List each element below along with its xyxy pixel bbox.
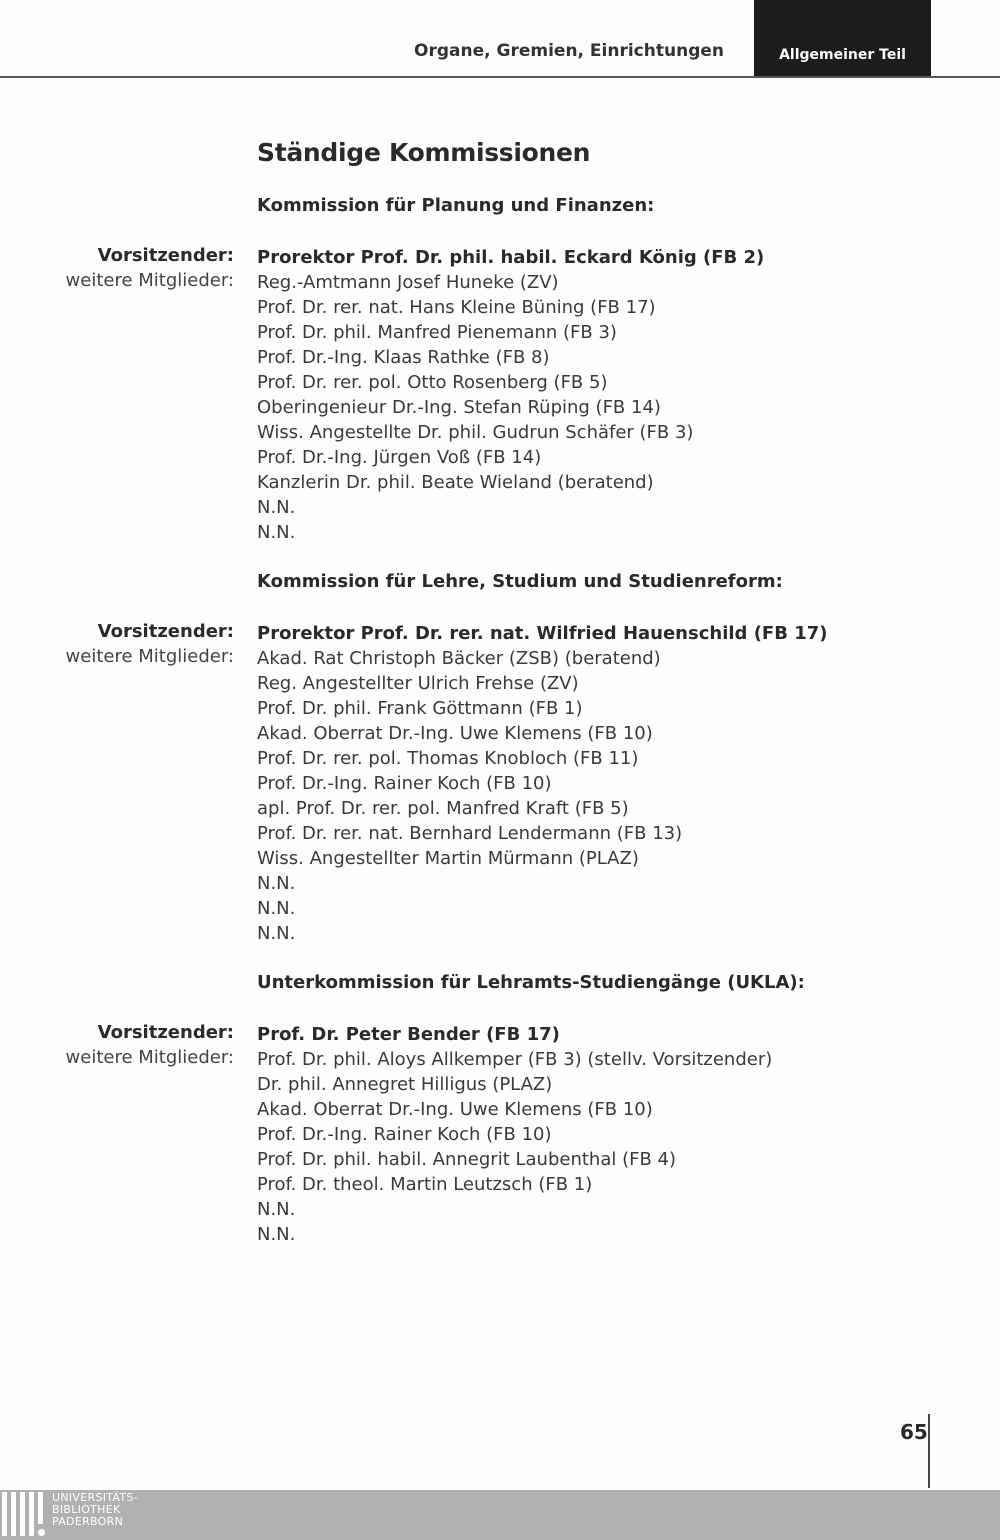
member-entry: Wiss. Angestellter Martin Mürmann (PLAZ) xyxy=(257,848,639,869)
member-entry: N.N. xyxy=(257,1199,296,1220)
logo-dot xyxy=(38,1529,45,1536)
member-entry: Oberingenieur Dr.-Ing. Stefan Rüping (FB 14) xyxy=(257,397,661,418)
member-entry: Prof. Dr.-Ing. Rainer Koch (FB 10) xyxy=(257,773,552,794)
committee-title: Kommission für Lehre, Studium und Studienreform: xyxy=(257,571,783,592)
library-name-line: UNIVERSITÄTS- xyxy=(52,1491,138,1504)
member-entry: N.N. xyxy=(257,898,296,919)
committee-entries xyxy=(257,1022,772,1247)
member-entry: Reg.-Amtmann Josef Huneke (ZV) xyxy=(257,272,559,293)
member-entry: N.N. xyxy=(257,1224,296,1245)
member-entry: Akad. Oberrat Dr.-Ing. Uwe Klemens (FB 10) xyxy=(257,723,653,744)
member-entry: N.N. xyxy=(257,522,296,543)
chair-label: Vorsitzender: xyxy=(97,621,234,642)
running-header-title: Organe, Gremien, Einrichtungen xyxy=(414,41,724,61)
chair-entry: Prorektor Prof. Dr. rer. nat. Wilfried Hauenschild (FB 17) xyxy=(257,623,828,644)
logo-bar xyxy=(20,1492,25,1536)
member-entry: Prof. Dr. phil. Frank Göttmann (FB 1) xyxy=(257,698,583,719)
member-entry: Prof. Dr.-Ing. Rainer Koch (FB 10) xyxy=(257,1124,552,1145)
chair-label: Vorsitzender: xyxy=(97,245,234,266)
member-entry: Akad. Rat Christoph Bäcker (ZSB) (beratend) xyxy=(257,648,661,669)
committee-entries xyxy=(257,245,764,545)
member-entry: Prof. Dr. phil. Manfred Pienemann (FB 3) xyxy=(257,322,617,343)
member-entry: Wiss. Angestellte Dr. phil. Gudrun Schäfer (FB 3) xyxy=(257,422,694,443)
library-footer-bar xyxy=(0,1490,1000,1540)
chair-label: Vorsitzender: xyxy=(97,1022,234,1043)
member-entry: Kanzlerin Dr. phil. Beate Wieland (beratend) xyxy=(257,472,654,493)
member-entry: Prof. Dr.-Ing. Jürgen Voß (FB 14) xyxy=(257,447,542,468)
members-label: weitere Mitglieder: xyxy=(65,646,234,667)
members-label: weitere Mitglieder: xyxy=(65,270,234,291)
logo-bar xyxy=(29,1492,34,1536)
member-entry: Prof. Dr. theol. Martin Leutzsch (FB 1) xyxy=(257,1174,593,1195)
member-entry: N.N. xyxy=(257,923,296,944)
page-number-rule xyxy=(928,1414,930,1488)
member-entry: Prof. Dr. rer. pol. Otto Rosenberg (FB 5) xyxy=(257,372,608,393)
logo-bar xyxy=(38,1492,43,1524)
member-entry: apl. Prof. Dr. rer. pol. Manfred Kraft (FB 5) xyxy=(257,798,629,819)
member-entry: Prof. Dr. rer. nat. Hans Kleine Büning (FB 17) xyxy=(257,297,656,318)
member-entry: Reg. Angestellter Ulrich Frehse (ZV) xyxy=(257,673,579,694)
library-name xyxy=(52,1492,138,1528)
member-entry: Prof. Dr. rer. pol. Thomas Knobloch (FB 11) xyxy=(257,748,639,769)
library-name-line: BIBLIOTHEK xyxy=(52,1503,121,1516)
chair-entry: Prorektor Prof. Dr. phil. habil. Eckard König (FB 2) xyxy=(257,247,765,268)
committee-title: Kommission für Planung und Finanzen: xyxy=(257,195,655,216)
page-number: 65 xyxy=(900,1420,928,1444)
members-label: weitere Mitglieder: xyxy=(65,1047,234,1068)
page-title: Ständige Kommissionen xyxy=(257,138,591,167)
member-entry: Prof. Dr. phil. habil. Annegrit Laubenthal (FB 4) xyxy=(257,1149,676,1170)
section-tab-label: Allgemeiner Teil xyxy=(779,47,906,63)
header-divider xyxy=(0,76,1000,78)
logo-bar xyxy=(11,1492,16,1536)
member-entry: Dr. phil. Annegret Hilligus (PLAZ) xyxy=(257,1074,553,1095)
logo-bar xyxy=(2,1492,7,1536)
member-entry: Prof. Dr. phil. Aloys Allkemper (FB 3) (stellv. Vorsitzender) xyxy=(257,1049,773,1070)
member-entry: Prof. Dr. rer. nat. Bernhard Lendermann (FB 13) xyxy=(257,823,683,844)
member-entry: Akad. Oberrat Dr.-Ing. Uwe Klemens (FB 10) xyxy=(257,1099,653,1120)
member-entry: N.N. xyxy=(257,497,296,518)
member-entry: N.N. xyxy=(257,873,296,894)
section-tab xyxy=(754,0,931,77)
chair-entry: Prof. Dr. Peter Bender (FB 17) xyxy=(257,1024,560,1045)
library-name-line: PADERBORN xyxy=(52,1515,124,1528)
member-entry: Prof. Dr.-Ing. Klaas Rathke (FB 8) xyxy=(257,347,550,368)
committee-entries xyxy=(257,621,827,946)
committee-title: Unterkommission für Lehramts-Studiengänge (UKLA): xyxy=(257,972,805,993)
